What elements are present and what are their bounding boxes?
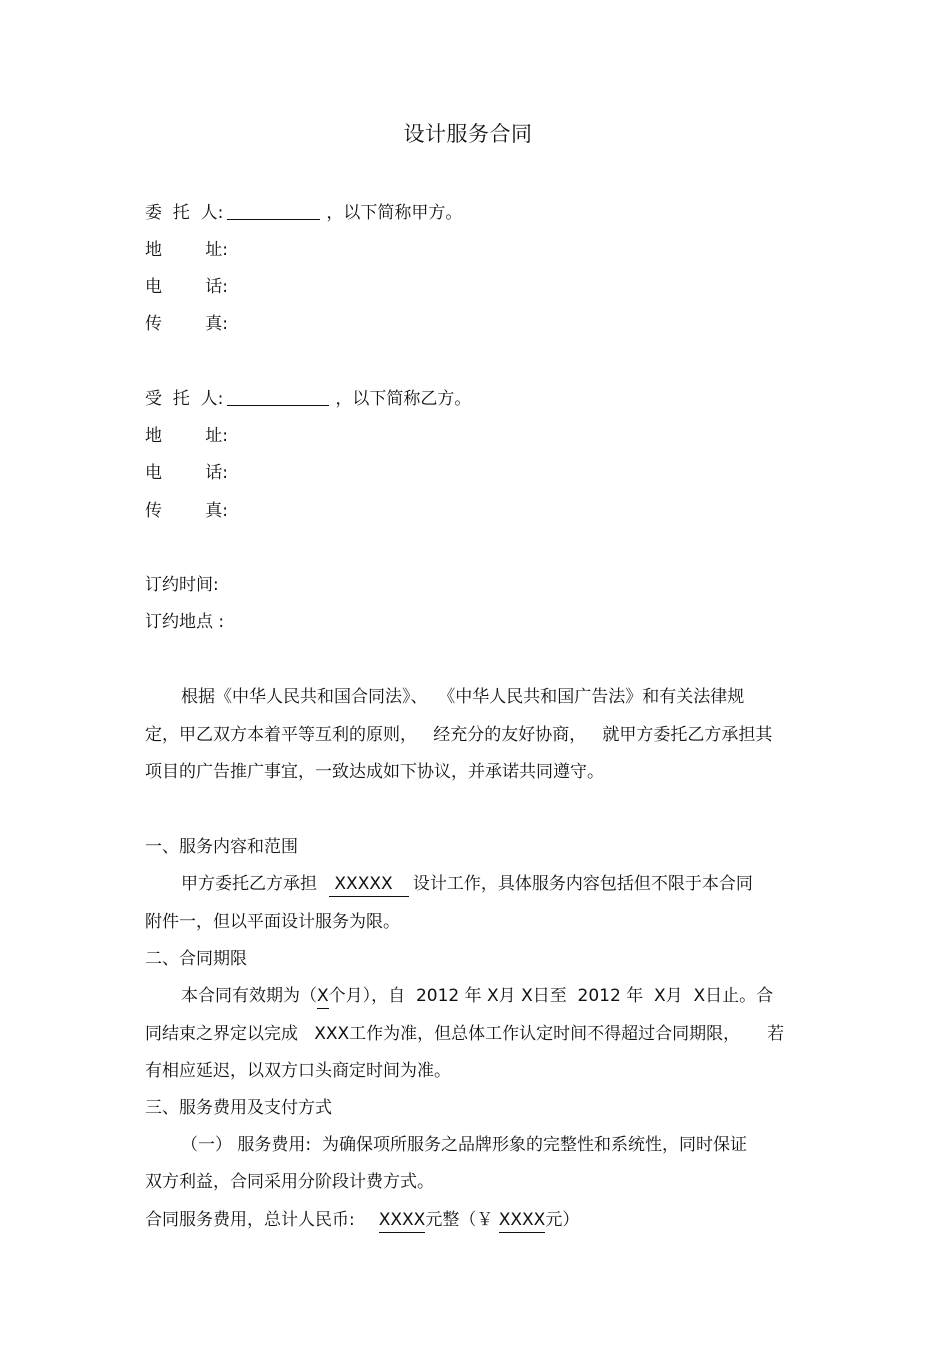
section-3-fee-amount-number: XXXX — [499, 1208, 546, 1233]
section-3-heading: 三、服务费用及支付方式 — [145, 1098, 332, 1118]
party-b-contractor-label: 受 托 人: — [145, 389, 224, 409]
party-b-suffix: ，以下简称乙方。 — [335, 389, 472, 409]
signing-place-label: 订约地点 : — [145, 612, 225, 632]
section-1-design-item-fill: XXXXX — [329, 872, 409, 897]
party-b-fax-label: 传 真: — [145, 501, 228, 521]
party-b-phone-label: 电 话: — [145, 463, 228, 483]
party-a-client-label: 委 托 人: — [145, 203, 224, 223]
section-1-line-2: 附件一，但以平面设计服务为限。 — [145, 912, 400, 932]
section-3-fee-label: 合同服务费用，总计人民币: — [145, 1210, 355, 1230]
party-a-phone-label: 电 话: — [145, 277, 228, 297]
preamble-line-2: 定，甲乙双方本着平等互利的原则， 经充分的友好协商， 就甲方委托乙方承担其 — [145, 725, 773, 745]
section-1-line-1-post: 设计工作，具体服务内容包括但不限于本合同 — [412, 874, 753, 894]
party-a-fax-label: 传 真: — [145, 314, 228, 334]
section-3-fee-mid: 元整（￥ — [425, 1210, 499, 1230]
section-1-heading: 一、服务内容和范围 — [145, 837, 298, 857]
party-b-address-label: 地 址: — [145, 426, 228, 446]
section-3-fee-amount-words: XXXX — [379, 1208, 426, 1233]
preamble-line-3: 项目的广告推广事宜，一致达成如下协议，并承诺共同遵守。 — [145, 762, 604, 782]
section-3-line-1: （一） 服务费用: 为确保项所服务之品牌形象的完整性和系统性，同时保证 — [181, 1135, 747, 1155]
section-1-line-1 — [181, 872, 753, 897]
party-a-client-line — [145, 201, 462, 225]
section-2-heading: 二、合同期限 — [145, 949, 247, 969]
section-2-line-1 — [181, 984, 773, 1009]
section-2-line-3: 有相应延迟，以双方口头商定时间为准。 — [145, 1061, 451, 1081]
party-a-name-blank — [227, 201, 320, 220]
party-a-address-label: 地 址: — [145, 240, 228, 260]
section-2-line-1-pre: 本合同有效期为（ — [181, 986, 317, 1006]
section-2-line-1-post: 个月），自 2012 年 X月 X日至 2012 年 X月 X日止。合 — [328, 986, 774, 1006]
party-a-suffix: ，以下简称甲方。 — [326, 203, 463, 223]
section-3-line-2: 双方利益，合同采用分阶段计费方式。 — [145, 1172, 434, 1192]
party-b-name-blank — [227, 387, 329, 406]
section-1-line-1-pre: 甲方委托乙方承担 — [181, 874, 317, 894]
document-title: 设计服务合同 — [403, 122, 533, 146]
party-b-contractor-line — [145, 387, 471, 411]
section-2-months-fill: X — [317, 984, 329, 1009]
section-2-line-2: 同结束之界定以完成 XXX工作为准，但总体工作认定时间不得超过合同期限， 若 — [145, 1024, 785, 1044]
signing-time-label: 订约时间: — [145, 575, 219, 595]
section-3-fee-end: 元） — [545, 1210, 580, 1230]
preamble-line-1: 根据《中华人民共和国合同法》、 《中华人民共和国广告法》和有关法律规 — [181, 687, 745, 707]
section-3-line-3 — [145, 1208, 579, 1233]
